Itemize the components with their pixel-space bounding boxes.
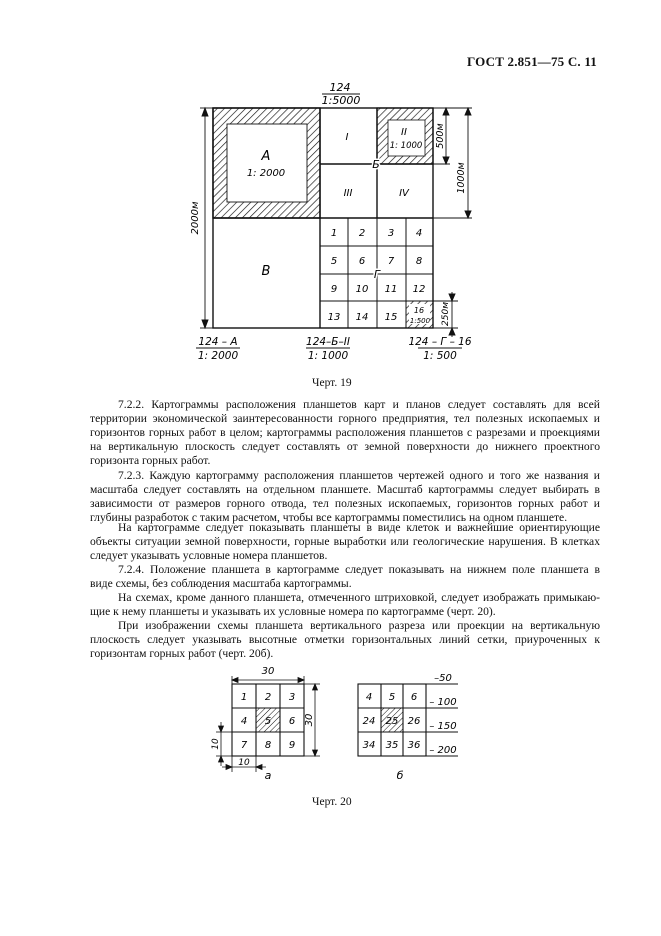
scheme-a-cell-2: 2 <box>264 692 272 703</box>
scheme-a-cell-9: 9 <box>288 740 296 751</box>
fig20b-levels <box>429 673 456 756</box>
paragraph-line: На картограмме следует показывать планшеты в виде клеток и важнейшие ориентирующие <box>118 521 600 534</box>
cell-13-label: 13 <box>327 312 341 323</box>
paragraph-line: глубины разработок с таким расчетом, чтобы все картограммы поместились на одном планшете. <box>90 511 568 525</box>
dim-left-2000 <box>200 108 213 328</box>
fig20a-dim-bottom: 10 <box>238 758 250 768</box>
cell-5-label: 5 <box>330 256 338 267</box>
paragraph-line: виде схемы, без соблюдения масштаба картограммы. <box>90 577 352 591</box>
scheme-a-cell-4: 4 <box>240 716 248 727</box>
sheet-g-label: Г <box>373 268 381 281</box>
scheme-b-cell-4: 4 <box>365 692 373 703</box>
fig20a-dim-left: 10 <box>211 738 221 750</box>
top-label-scale: 1:5000 <box>321 94 361 107</box>
fig20a-cells <box>241 692 295 751</box>
paragraph-line: зависимости от размеров горного отвода, тел полезных ископаемых, горизонтов горных работ и <box>90 497 600 511</box>
dim-1000-label: 1000м <box>456 162 467 194</box>
sheet-ii-scale: 1: 1000 <box>389 141 423 151</box>
top-label-num: 124 <box>329 81 351 94</box>
paragraph-line: 7.2.3. Каждую картограмму расположения планшетов чертежей одного и того же названия и <box>118 469 600 482</box>
cell-16-scale: 1:500 <box>409 317 431 325</box>
paragraph-line: следует указывать условные номера планшетов. <box>90 549 328 563</box>
scheme-b-cell-35: 35 <box>385 740 399 751</box>
paragraph-2 <box>90 469 600 525</box>
scheme-b-cell-5: 5 <box>388 692 396 703</box>
sheet-a-label: А <box>261 149 271 164</box>
page-header: ГОСТ 2.851—75 С. 11 <box>467 54 597 69</box>
figure-20-schemes <box>0 660 661 795</box>
bottom-label-num: 124 – А <box>198 336 238 348</box>
level-mark: – 100 <box>429 697 457 708</box>
scheme-b-cell-34: 34 <box>362 740 376 751</box>
level-mark: – 150 <box>429 721 457 732</box>
paragraph-line: масштаба следует составлять на отдельном планшете. Масштаб картограммы следует выбирать в <box>90 483 600 497</box>
paragraph-line: При изображении схемы планшета вертикального разреза или проекции на вертикальную <box>118 619 600 632</box>
scheme-b-cell-6: 6 <box>410 692 418 703</box>
sheet-i-label: I <box>345 132 349 143</box>
scheme-b-cell-24: 24 <box>362 716 376 727</box>
fig20a-label: а <box>264 769 272 782</box>
figure-20-caption: Черт. 20 <box>312 796 352 808</box>
scheme-a-cell-7: 7 <box>240 740 248 751</box>
bottom-label-num: 124 – Г – 16 <box>408 336 472 348</box>
paragraph-line: горизонта горных работ. <box>90 454 211 468</box>
paragraph-line: На схемах, кроме данного планшета, отмеченного штриховкой, следует изображать примыкаю- <box>118 591 600 604</box>
scheme-b-cell-26: 26 <box>407 716 421 727</box>
cell-14-label: 14 <box>355 312 369 323</box>
fig20b-label: б <box>396 769 404 782</box>
paragraph-5 <box>90 591 600 619</box>
sheet-a-scale: 1: 2000 <box>246 168 286 179</box>
cell-12-label: 12 <box>412 284 426 295</box>
sheet-iii-label: III <box>343 188 353 199</box>
scheme-a-cell-3: 3 <box>288 692 296 703</box>
cell-11-label: 11 <box>384 284 398 295</box>
bottom-label-scale: 1: 1000 <box>307 350 349 362</box>
paragraph-line: щие к нему планшеты и указывать их условные номера по картограмме (черт. 20). <box>90 605 496 619</box>
cell-4-label: 4 <box>415 228 423 239</box>
paragraph-3 <box>90 521 600 563</box>
level-mark: –50 <box>434 673 452 684</box>
paragraph-line: плоскость следует указывать высотные отметки горизонтальных линий сетки, приуроченных к <box>90 633 600 647</box>
fig20a-dim-right: 30 <box>304 713 315 727</box>
paragraph-4 <box>90 563 600 591</box>
sheet-iv-label: IV <box>399 188 409 199</box>
cell-16-label: 16 <box>413 306 425 315</box>
cell-1-label: 1 <box>330 228 338 239</box>
scheme-b-cell-36: 36 <box>407 740 421 751</box>
bottom-label-scale: 1: 500 <box>423 350 457 362</box>
dim-250-label: 250м <box>441 302 451 326</box>
paragraph-1 <box>90 398 600 468</box>
bottom-label-scale: 1: 2000 <box>197 350 239 362</box>
bottom-labels <box>196 336 472 362</box>
paragraph-line: горизонтов горных работ в целом; картограммы расположения планшетов с разрезами и проекциями <box>90 426 600 440</box>
fig20b-cells <box>363 692 421 751</box>
figure-19-caption: Черт. 19 <box>312 377 352 389</box>
scheme-a-cell-8: 8 <box>264 740 272 751</box>
paragraph-line: территории экономической заинтересованности горного предприятия, тел полезных ископаемых и <box>90 412 600 426</box>
dim-500-label: 500м <box>435 123 446 149</box>
cell-10-label: 10 <box>355 284 369 295</box>
scheme-a-cell-5: 5 <box>264 716 272 727</box>
bottom-label-num: 124–Б–II <box>306 336 350 348</box>
level-mark: – 200 <box>429 745 457 756</box>
cell-8-label: 8 <box>415 256 423 267</box>
scheme-a-cell-6: 6 <box>288 716 296 727</box>
paragraph-line: на вертикальную плоскость следует составлять от земной поверхности до нижнего проектного <box>90 440 600 454</box>
cell-15-label: 15 <box>384 312 398 323</box>
paragraph-line: 7.2.4. Положение планшета в картограмме следует показывать на нижнем поле планшета в <box>118 563 600 576</box>
scheme-a-cell-1: 1 <box>240 692 248 703</box>
sheet-v-label: В <box>261 264 271 279</box>
paragraph-line: объекты ситуации земной поверхности, горные выработки или геологические нарушения. В клетках <box>90 535 600 549</box>
sheet-ii-label: II <box>401 127 407 138</box>
cell-7-label: 7 <box>387 256 395 267</box>
paragraph-line: горизонтам горных работ (черт. 20б). <box>90 647 274 661</box>
cell-3-label: 3 <box>387 228 395 239</box>
fig20a-dim-top: 30 <box>261 666 275 677</box>
dim-2000-label: 2000м <box>190 201 201 235</box>
cell-2-label: 2 <box>358 228 366 239</box>
cell-6-label: 6 <box>358 256 366 267</box>
paragraph-6 <box>90 619 600 661</box>
paragraph-line: 7.2.2. Картограммы расположения планшетов карт и планов следует составлять для всей <box>118 398 600 411</box>
scheme-b-cell-25: 25 <box>385 716 399 727</box>
sheet-b-label: Б <box>372 158 380 171</box>
cell-9-label: 9 <box>330 284 338 295</box>
